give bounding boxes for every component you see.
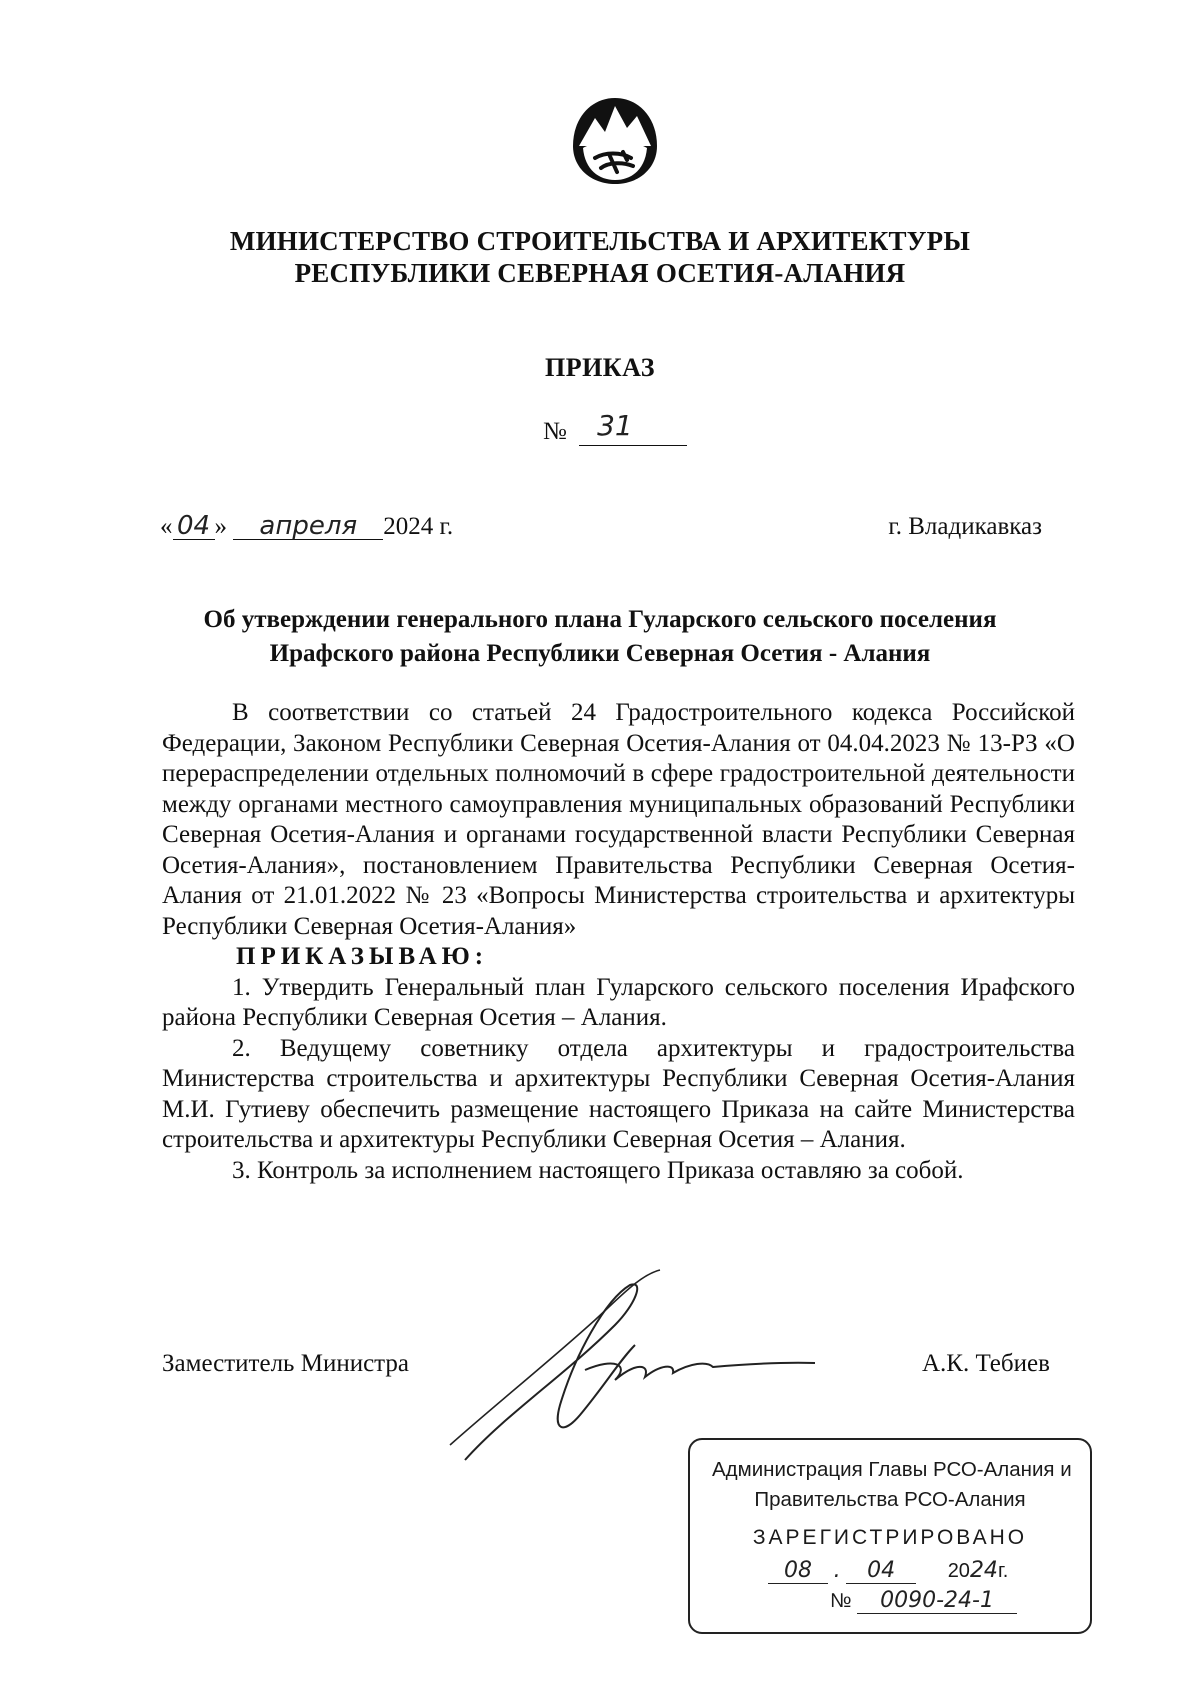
date-close-quote: » [214,513,227,540]
stamp-number-prefix: № [830,1590,852,1612]
subject-line1: Об утверждении генерального плана Гуларского сельского поселения [203,606,997,633]
order-number-handwritten: 31 [597,409,633,442]
stamp-registered: ЗАРЕГИСТРИРОВАНО [752,1526,1028,1549]
date-year: 2024 г. [383,513,454,540]
order-item-1: 1. Утвердить Генеральный план Гуларского сельского поселения Ирафского района Республики Северная Осетия – Алания. [162,973,1075,1031]
ministry-name-line2: РЕСПУБЛИКИ СЕВЕРНАЯ ОСЕТИЯ-АЛАНИЯ [294,258,906,288]
order-number-field [579,409,687,446]
order-item-2: 2. Ведущему советнику отдела архитектуры и градостроительства Министерства строительства и архитектуры Республики Северная Осетия-Алания М.И. Гутиеву обеспечить размещение настоящего Приказа на сайте Министерства строительства и архитектуры Республики Северная Осетия – Алания. [162,1034,1075,1153]
stamp-number-handwritten: 0090-24-1 [857,1588,1017,1614]
order-date [160,513,453,541]
order-title: ПРИКАЗ [544,353,656,382]
date-open-quote: « [160,513,173,540]
coat-of-arms-icon [565,88,665,188]
order-number-prefix: № [543,418,567,445]
stamp-number [830,1588,1080,1622]
stamp-line1: Администрация Главы РСО-Алания и [712,1458,1072,1481]
registration-stamp [688,1438,1092,1634]
stamp-date-month: 04 [846,1558,916,1584]
date-day-handwritten: 04 [173,513,215,540]
order-city: г. Владикавказ [888,513,1042,540]
subject-line2: Ирафского района Республики Северная Осетия - Алания [269,640,931,667]
ministry-name-line1: МИНИСТЕРСТВО СТРОИТЕЛЬСТВА И АРХИТЕКТУРЫ [229,226,971,256]
signer-name: А.К. Тебиев [922,1350,1050,1377]
decree-word: ПРИКАЗЫВАЮ: [236,943,489,970]
stamp-year-prefix: 20 [947,1560,970,1582]
handwritten-signature [445,1265,865,1465]
stamp-year-handwritten: 24 [969,1558,998,1583]
signer-role: Заместитель Министра [162,1350,409,1377]
order-item-3: 3. Контроль за исполнением настоящего Приказа оставляю за собой. [232,1156,964,1184]
stamp-date: 08 . 04 2024г. [768,1558,1068,1590]
order-number [543,409,687,446]
stamp-year-suffix: г. [997,1560,1009,1582]
date-month-handwritten: апреля [233,513,383,540]
preamble-paragraph: В соответствии со статьей 24 Градостроительного кодекса Российской Федерации, Законом Республики Северная Осетия-Алания от 04.04.2023 № 13-РЗ «О перераспределении отдельных полномочий в сфере градостроительной деятельности между органами местного самоуправления муниципальных образований Республики Северная Осетия-Алания и органами государственной власти Республики Северная Осетия-Алания», постановлением Правительства Республики Северная Осетия-Алания от 21.01.2022 № 23 «Вопросы Министерства строительства и архитектуры Республики Северная Осетия-Алания» [162,699,1075,940]
stamp-line2: Правительства РСО-Алания [754,1488,1026,1511]
stamp-date-day: 08 [768,1558,828,1584]
